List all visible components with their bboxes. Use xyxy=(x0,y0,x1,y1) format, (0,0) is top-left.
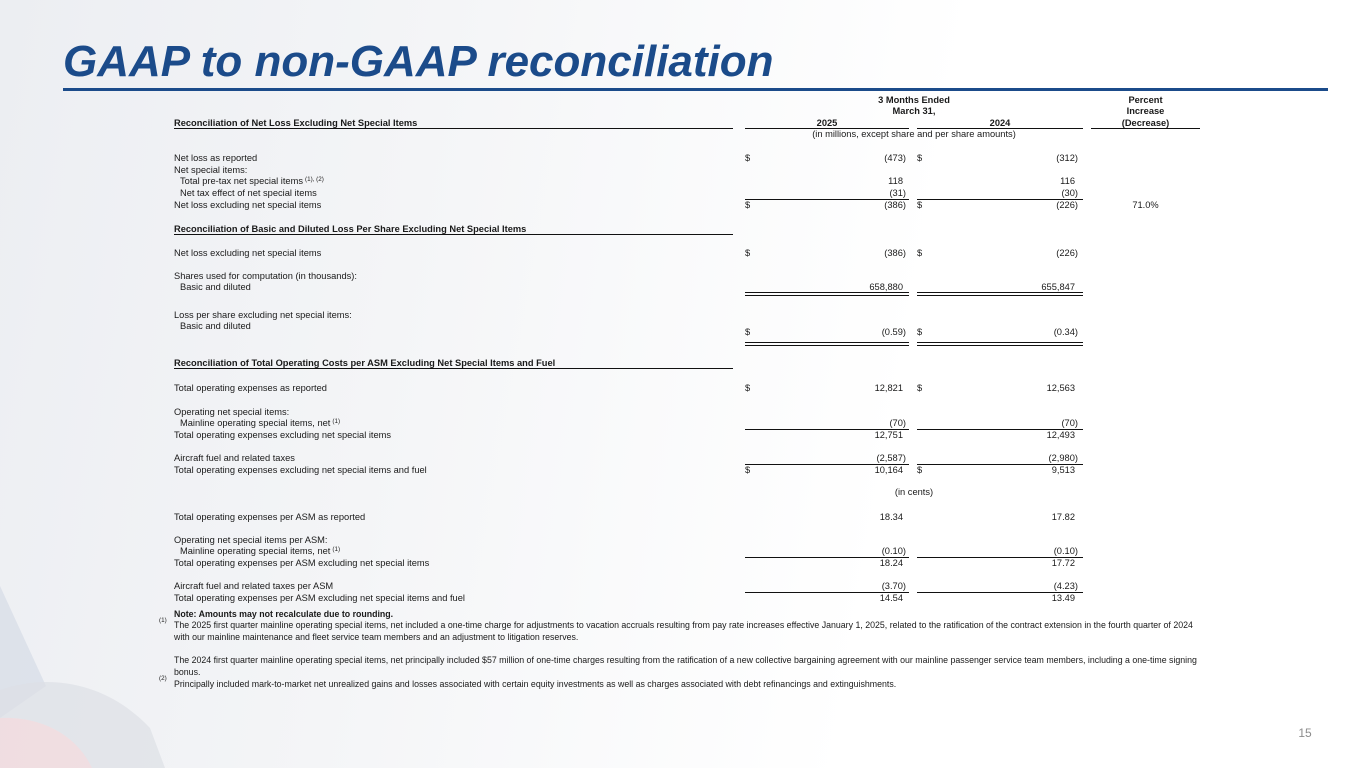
section-title-net-loss: Reconciliation of Net Loss Excluding Net Special Items xyxy=(174,118,418,128)
value-2025: (0.59) xyxy=(881,327,906,337)
footnote-marker: (1) xyxy=(159,617,167,624)
value-2025: (31) xyxy=(889,188,906,198)
row-label xyxy=(180,176,324,188)
value-2024: (226) xyxy=(1056,200,1078,210)
currency-2025: $ xyxy=(745,327,751,337)
row-label-text: Mainline operating special items, net xyxy=(180,418,331,428)
value-2024: (0.34) xyxy=(1053,327,1078,337)
row-label: Total operating expenses excluding net special items and fuel xyxy=(174,465,427,475)
section-title-rule xyxy=(174,234,733,235)
value-2025: 12,751 xyxy=(874,430,903,440)
row-label: Total operating expenses as reported xyxy=(174,383,327,393)
row-label: Aircraft fuel and related taxes per ASM xyxy=(174,581,334,591)
currency-2025: $ xyxy=(745,383,751,393)
table-row xyxy=(0,535,1365,546)
value-2025: 12,821 xyxy=(874,383,903,393)
row-label: Net loss excluding net special items xyxy=(174,248,322,258)
change-header-line2: Increase xyxy=(1126,106,1165,116)
value-2024: 116 xyxy=(1060,176,1075,186)
row-label xyxy=(180,418,340,430)
table-row xyxy=(0,310,1365,321)
rounding-note: Note: Amounts may not recalculate due to rounding. xyxy=(174,609,394,619)
value-2025: (386) xyxy=(884,248,906,258)
value-2025: (2,587) xyxy=(876,453,906,463)
double-rule xyxy=(917,342,1083,343)
value-2025: (386) xyxy=(884,200,906,210)
row-label: Basic and diluted xyxy=(180,321,251,331)
value-2024: (226) xyxy=(1056,248,1078,258)
currency-2024: $ xyxy=(917,200,923,210)
table-row xyxy=(0,453,1365,464)
table-row xyxy=(0,407,1365,418)
row-label-text: Mainline operating special items, net xyxy=(180,546,331,556)
value-2024: (70) xyxy=(1061,418,1078,428)
row-label-text: Total pre-tax net special items xyxy=(180,176,303,186)
row-label: Net special items: xyxy=(174,165,248,175)
value-2025: 658,880 xyxy=(869,282,903,292)
row-label: Total operating expenses per ASM excluding net special items and fuel xyxy=(174,593,465,603)
table-row xyxy=(0,546,1365,557)
row-label: Net loss as reported xyxy=(174,153,258,163)
change-header-line1: Percent xyxy=(1128,95,1163,105)
value-2024: 655,847 xyxy=(1041,282,1075,292)
row-label: Aircraft fuel and related taxes xyxy=(174,453,295,463)
double-rule xyxy=(917,345,1083,346)
table-row xyxy=(0,271,1365,282)
section-title-per-share: Reconciliation of Basic and Diluted Loss Per Share Excluding Net Special Items xyxy=(174,224,527,234)
value-2024: 13.49 xyxy=(1051,593,1075,603)
table-row xyxy=(0,248,1365,259)
table-row xyxy=(0,593,1365,604)
table-row xyxy=(0,282,1365,293)
units-label: (in millions, except share and per share amounts) xyxy=(812,129,1016,139)
units-cents-label: (in cents) xyxy=(894,487,934,497)
table-row xyxy=(0,581,1365,592)
column-header-2024: 2024 xyxy=(989,118,1011,128)
double-rule xyxy=(917,292,1083,293)
row-label xyxy=(180,546,340,558)
value-2025: (70) xyxy=(889,418,906,428)
column-header-2025: 2025 xyxy=(816,118,838,128)
footnote-text: The 2025 first quarter mainline operating special items, net included a one-time charge for adjustments to vacation accruals resulting from pay rate increases effective January 1, 2025, related to the ratification of the contract extension in the fourth quarter of 2024 with our mainline maintenance and fleet service team members and an adjustment to litigation reserves. xyxy=(174,620,1193,642)
period-header-line1: 3 Months Ended xyxy=(878,95,950,105)
currency-2024: $ xyxy=(917,327,923,337)
value-2024: 17.82 xyxy=(1051,512,1075,522)
double-rule xyxy=(745,345,909,346)
currency-2024: $ xyxy=(917,248,923,258)
value-2024: 9,513 xyxy=(1051,465,1075,475)
row-label: Total operating expenses excluding net special items xyxy=(174,430,392,440)
slide-title: GAAP to non-GAAP reconciliation xyxy=(63,37,774,86)
table-row xyxy=(0,153,1365,164)
value-2025: 14.54 xyxy=(879,593,903,603)
value-2025: 10,164 xyxy=(874,465,903,475)
double-rule xyxy=(917,295,1083,296)
currency-2025: $ xyxy=(745,200,751,210)
units-row xyxy=(0,129,1365,140)
value-2025: (473) xyxy=(884,153,906,163)
value-2024: 12,563 xyxy=(1046,383,1075,393)
row-label: Loss per share excluding net special items: xyxy=(174,310,352,320)
value-2025: 18.24 xyxy=(879,558,903,568)
table-row xyxy=(0,188,1365,199)
page-number: 15 xyxy=(1298,726,1312,740)
units-row xyxy=(0,487,1365,498)
currency-2024: $ xyxy=(917,153,923,163)
footnote-text: The 2024 first quarter mainline operating special items, net principally included $57 million of one-time charges resulting from the ratification of a new collective bargaining agreement with our mainline passenger service team members, including a one-time signing bonus. xyxy=(174,655,1197,677)
table-row xyxy=(0,558,1365,569)
value-2024: (2,980) xyxy=(1048,453,1078,463)
header-row-1 xyxy=(0,95,1365,106)
row-label: Basic and diluted xyxy=(180,282,251,292)
row-label: Shares used for computation (in thousands): xyxy=(174,271,357,281)
footnote-reference: (1), (2) xyxy=(304,176,324,183)
table-row xyxy=(0,165,1365,176)
value-2024: 17.72 xyxy=(1051,558,1075,568)
footnote-marker: (2) xyxy=(159,675,167,682)
value-2024: (312) xyxy=(1056,153,1078,163)
row-label: Operating net special items: xyxy=(174,407,290,417)
table-row xyxy=(0,430,1365,441)
value-2025: (0.10) xyxy=(881,546,906,556)
table-row xyxy=(0,465,1365,476)
percent-change: 71.0% xyxy=(1132,200,1159,210)
footnote-text: Principally included mark-to-market net unrealized gains and losses associated with certain equity investments as well as charges associated with debt refinancings and extinguishments. xyxy=(174,679,897,689)
double-rule xyxy=(745,342,909,343)
row-label: Operating net special items per ASM: xyxy=(174,535,328,545)
row-label: Net tax effect of net special items xyxy=(180,188,317,198)
table-row xyxy=(0,383,1365,394)
currency-2025: $ xyxy=(745,248,751,258)
footnote-reference: (1) xyxy=(332,418,341,425)
double-rule xyxy=(745,295,909,296)
value-2024: (0.10) xyxy=(1053,546,1078,556)
value-2024: (30) xyxy=(1061,188,1078,198)
change-header-line3: (Decrease) xyxy=(1121,118,1170,128)
row-label: Total operating expenses per ASM excluding net special items xyxy=(174,558,430,568)
header-row-2 xyxy=(0,106,1365,117)
table-row xyxy=(0,418,1365,429)
double-rule xyxy=(745,292,909,293)
value-2024: 12,493 xyxy=(1046,430,1075,440)
value-2025: (3.70) xyxy=(881,581,906,591)
currency-2024: $ xyxy=(917,465,923,475)
table-row-values xyxy=(0,327,1365,338)
table-row xyxy=(0,176,1365,187)
currency-2025: $ xyxy=(745,153,751,163)
currency-2025: $ xyxy=(745,465,751,475)
section-title-rule xyxy=(174,368,733,369)
table-row xyxy=(0,512,1365,523)
row-label: Total operating expenses per ASM as reported xyxy=(174,512,366,522)
footnote-reference: (1) xyxy=(332,546,341,553)
section-title-operating-costs: Reconciliation of Total Operating Costs per ASM Excluding Net Special Items and Fuel xyxy=(174,358,556,368)
title-rule xyxy=(63,88,1328,91)
value-2025: 18.34 xyxy=(879,512,903,522)
currency-2024: $ xyxy=(917,383,923,393)
value-2024: (4.23) xyxy=(1053,581,1078,591)
table-row xyxy=(0,200,1365,211)
value-2025: 118 xyxy=(888,176,903,186)
row-label: Net loss excluding net special items xyxy=(174,200,322,210)
period-header-line2: March 31, xyxy=(892,106,936,116)
